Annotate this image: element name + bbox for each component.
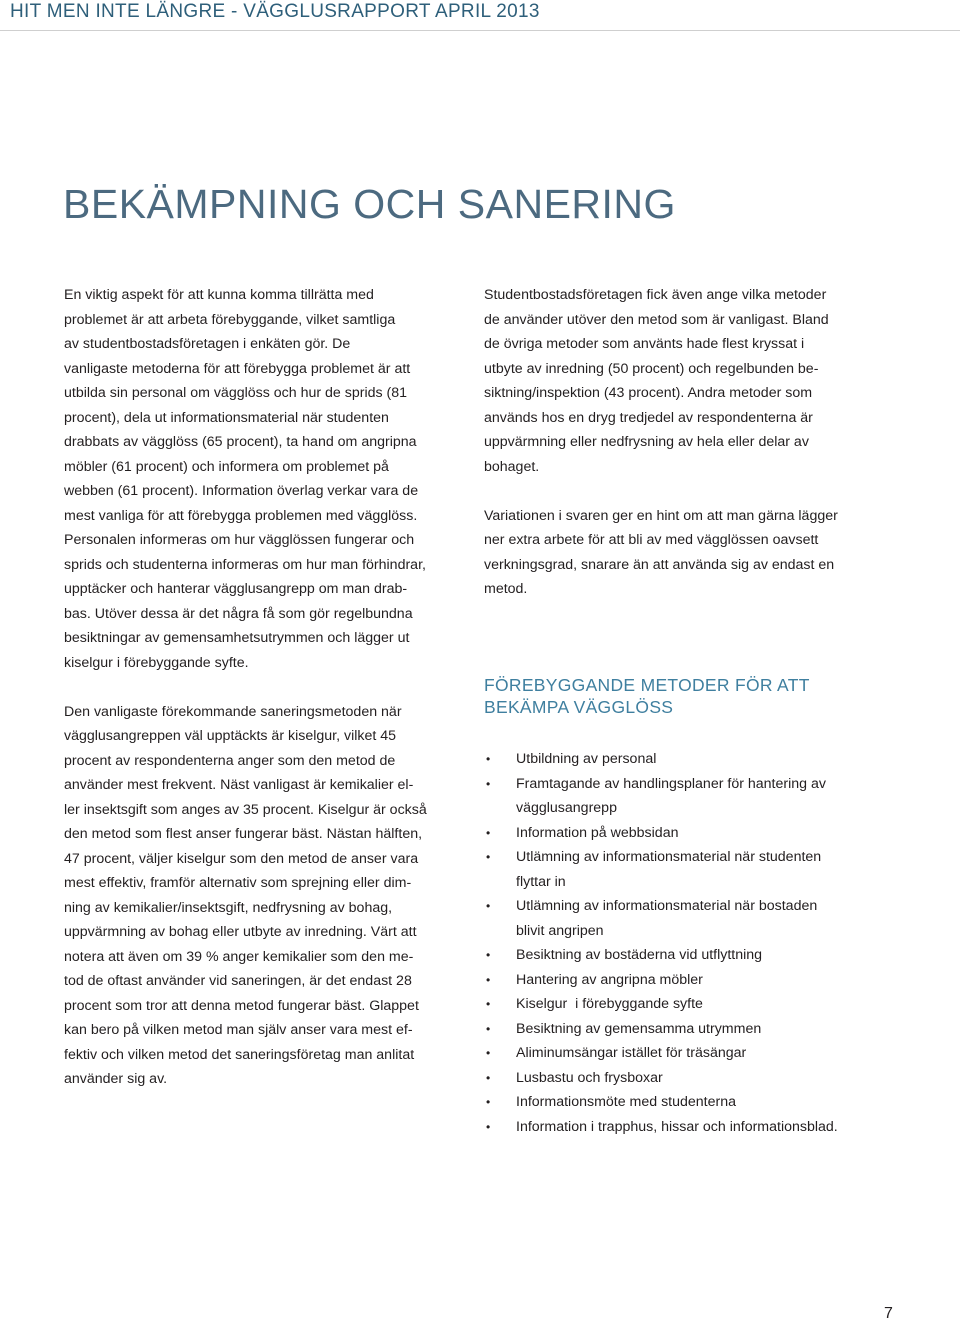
text-line: drabbats av vägglöss (65 procent), ta hand om angripna	[64, 434, 417, 450]
text-line: utbyte av inredning (50 procent) och regelbunden be-	[484, 360, 819, 377]
chapter-title: BEKÄMPNING OCH SANERING	[63, 181, 676, 227]
header-divider	[0, 30, 960, 31]
section-subheading	[484, 674, 810, 718]
list-item-text: • Framtagande av handlingsplaner för hantering av	[516, 775, 826, 792]
running-header: HIT MEN INTE LÄNGRE - VÄGGLUSRAPPORT APRIL 2013	[10, 1, 540, 22]
right-column	[484, 283, 904, 602]
text-line: fektiv och vilken metod det saneringsföretag man anlitat	[64, 1046, 415, 1063]
list-item-text: • Besiktning av gemensamma utrymmen	[516, 1020, 762, 1037]
text-line: vanligaste metoderna för att förebygga problemet är att	[64, 360, 411, 377]
text-line: tod de oftast använder vid saneringen, är det endast 28	[64, 973, 412, 989]
list-item	[484, 845, 838, 894]
text-line: utbilda sin personal om vägglöss och hur de sprids (81	[64, 385, 408, 401]
list-item	[484, 772, 838, 821]
text-line: används hos en dryg tredjedel av respondenterna är	[484, 409, 813, 426]
text-line: de använder utöver den metod som är vanligast. Bland	[484, 311, 829, 328]
text-line: uppvärmning eller nedfrysning av hela eller delar av	[484, 434, 809, 450]
prevention-methods-list	[484, 747, 838, 1139]
text-line: använder mest frekvent. Näst vanligast är kemikalier el-	[64, 777, 414, 793]
text-line: Studentbostadsföretagen fick även ange vilka metoder	[484, 287, 827, 303]
text-line: problemet är att arbeta förebyggande, vilket samtliga	[64, 311, 396, 328]
list-item	[484, 1115, 838, 1140]
left-paragraph-1	[64, 283, 449, 675]
list-item	[484, 1041, 838, 1066]
text-line: av studentbostadsföretagen i enkäten gör. De	[64, 336, 351, 352]
text-line: ler insektsgift som anges av 35 procent. Kiselgur är också	[64, 801, 427, 818]
list-item	[484, 747, 838, 772]
text-line: bas. Utöver dessa är det några få som gör regelbundna	[64, 605, 413, 622]
text-line: besiktningar av gemensamhetsutrymmen och lägger ut	[64, 630, 410, 646]
list-item-text: • Kiselgur i förebyggande syfte	[516, 996, 703, 1012]
text-line: metod.	[484, 581, 528, 597]
list-item-text: • Informationsmöte med studenterna	[516, 1094, 737, 1110]
text-line: möbler (61 procent) och informera om problemet på	[64, 458, 389, 475]
text-line: Personalen informeras om hur vägglössen fungerar och	[64, 532, 415, 548]
text-line: de övriga metoder som använts hade flest kryssat i	[484, 336, 805, 352]
list-item	[484, 821, 838, 846]
left-column	[64, 283, 449, 1092]
text-line: ner extra arbete för att bli av med vägglössen oavsett	[484, 532, 819, 548]
list-item-text: • Information i trapphus, hissar och informationsblad.	[516, 1118, 838, 1135]
page-number: 7	[884, 1305, 893, 1322]
text-line: procent), dela ut informationsmaterial när studenten	[64, 409, 389, 426]
list-item-text: • Utlämning av informationsmaterial när bostaden	[516, 898, 818, 914]
list-item-text: • Utbildning av personal	[516, 751, 657, 767]
text-line: verkningsgrad, snarare än att använda sig av endast en	[484, 556, 835, 573]
text-line: 47 procent, väljer kiselgur som den metod de anser vara	[64, 850, 419, 867]
list-item	[484, 943, 838, 968]
text-line: den metod som flest anser fungerar bäst. Nästan hälften,	[64, 826, 423, 842]
text-line: använder sig av.	[64, 1071, 168, 1087]
list-item-text: • Hantering av angripna möbler	[516, 971, 703, 988]
text-line: procent av respondenterna anger som den metod de	[64, 752, 396, 769]
list-item-text: • Lusbastu och frysboxar	[516, 1069, 663, 1086]
right-paragraph-1	[484, 283, 904, 479]
text-line: sprids och studenterna informeras om hur man förhindrar,	[64, 556, 426, 573]
text-line: siktning/inspektion (43 procent). Andra metoder som	[484, 385, 813, 401]
text-line: kan bero på vilken metod man själv anser vara mest ef-	[64, 1022, 413, 1038]
list-item	[484, 992, 838, 1017]
text-line: vägglusangreppen väl upptäckts är kiselgur, vilket 45	[64, 728, 397, 744]
subheading-line: FÖREBYGGANDE METODER FÖR ATT	[484, 675, 810, 695]
text-line: procent som tror att denna metod fungerar bäst. Glappet	[64, 997, 419, 1014]
list-item	[484, 1090, 838, 1115]
text-line: ning av kemikalier/insektsgift, nedfrysning av bohag,	[64, 899, 393, 916]
list-item-text: flyttar in	[516, 873, 566, 890]
list-item	[484, 1017, 838, 1042]
text-line: Den vanligaste förekommande saneringsmetoden när	[64, 703, 402, 720]
left-paragraph-2	[64, 700, 449, 1092]
list-item-text: • Aliminumsängar istället för träsängar	[516, 1045, 747, 1061]
text-line: notera att även om 39 % anger kemikalier som den me-	[64, 948, 414, 965]
text-line: webben (61 procent). Information överlag verkar vara de	[64, 483, 419, 499]
right-paragraph-2	[484, 504, 904, 602]
list-item-text: blivit angripen	[516, 922, 604, 939]
text-line: uppvärmning av bohag eller utbyte av inredning. Värt att	[64, 924, 417, 940]
text-line: mest effektiv, framför alternativ som sprejning eller dim-	[64, 875, 412, 891]
text-line: mest vanliga för att förebygga problemen med vägglöss.	[64, 507, 418, 524]
subheading-line: BEKÄMPA VÄGGLÖSS	[484, 697, 674, 717]
list-item-text: • Utlämning av informationsmaterial när studenten	[516, 849, 822, 865]
text-line: upptäcker och hanterar vägglusangrepp om man drab-	[64, 581, 408, 597]
text-line: kiselgur i förebyggande syfte.	[64, 654, 249, 671]
list-item-text: vägglusangrepp	[516, 800, 617, 816]
text-line: En viktig aspekt för att kunna komma tillrätta med	[64, 287, 374, 303]
text-line: Variationen i svaren ger en hint om att man gärna lägger	[484, 507, 838, 524]
list-item-text: • Besiktning av bostäderna vid utflyttning	[516, 947, 763, 963]
text-line: bohaget.	[484, 458, 540, 475]
list-item	[484, 968, 838, 993]
paragraph-gap	[64, 675, 449, 700]
paragraph-gap	[484, 479, 904, 504]
list-item-text: • Information på webbsidan	[516, 824, 679, 841]
list-item	[484, 1066, 838, 1091]
list-item	[484, 894, 838, 943]
